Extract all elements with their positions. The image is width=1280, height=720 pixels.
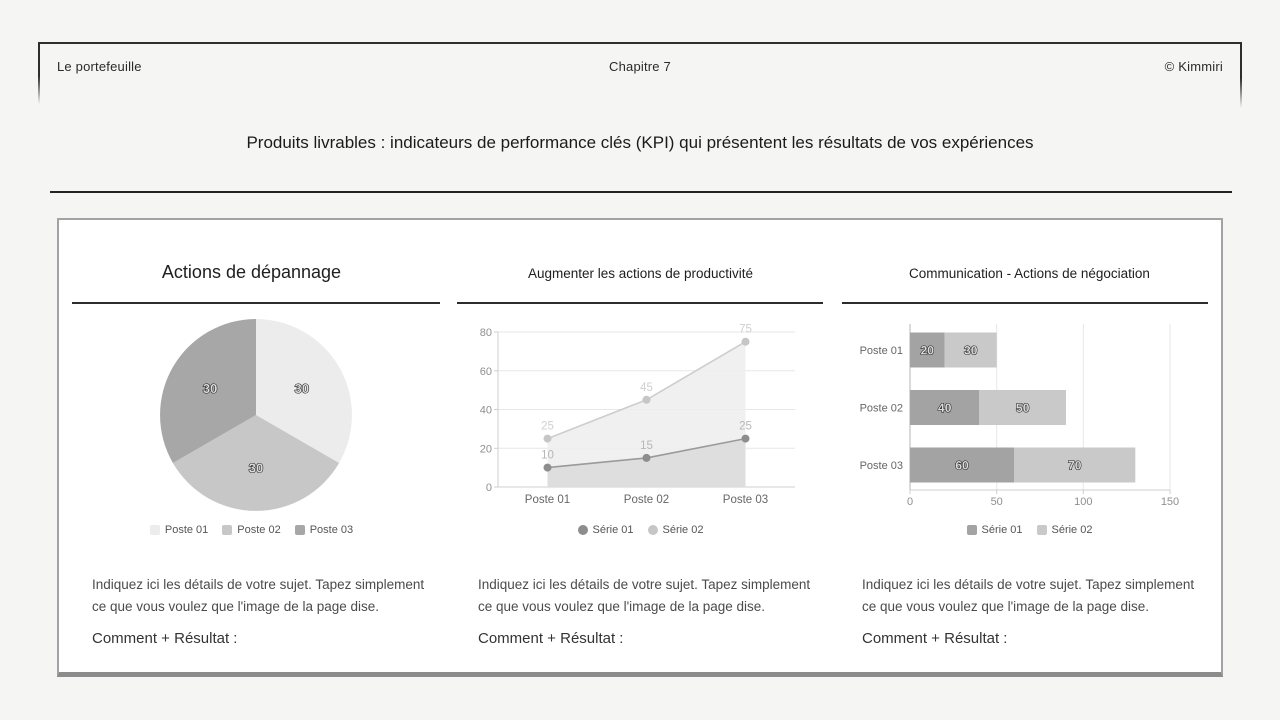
bar-chart-svg <box>855 320 1185 510</box>
header-rule-right-end <box>1240 42 1242 108</box>
pie-data-label: 30 <box>248 460 264 476</box>
data-point <box>742 435 750 443</box>
panel-title-underline <box>457 302 823 304</box>
legend-item <box>967 524 1023 536</box>
legend-item <box>1037 524 1093 536</box>
point-value-label: 25 <box>739 420 752 433</box>
body-line: ce que vous voulez que l'image de la page dise. <box>862 598 1150 614</box>
point-value-label: 25 <box>541 420 554 433</box>
point-value-label: 45 <box>640 381 653 394</box>
header-credit-label: © Kimmiri <box>1164 59 1223 74</box>
data-point <box>643 454 651 462</box>
legend-item <box>150 524 208 536</box>
panel-footer-label: Comment + Résultat : <box>478 630 624 647</box>
line-chart <box>480 322 810 512</box>
stacked-bar-chart <box>855 320 1185 510</box>
page-title-rule <box>50 191 1232 193</box>
x-tick-label: 150 <box>1160 496 1180 508</box>
pie-chart-svg <box>156 315 356 515</box>
pie-chart <box>156 315 356 515</box>
legend-item <box>648 524 704 536</box>
legend-item <box>222 524 280 536</box>
panel-title-underline <box>72 302 440 304</box>
legend-label: Série 02 <box>662 524 704 536</box>
y-category-label: Poste 01 <box>859 345 903 357</box>
legend-swatch <box>967 525 977 535</box>
legend-label: Série 01 <box>981 524 1023 536</box>
x-tick-label: 50 <box>990 496 1003 508</box>
point-value-label: 75 <box>739 323 752 336</box>
legend-label: Série 02 <box>1051 524 1093 536</box>
panel-body-text <box>862 574 1222 617</box>
header-left-label: Le portefeuille <box>57 59 142 74</box>
panel-footer-label: Comment + Résultat : <box>862 630 1008 647</box>
body-line: Indiquez ici les détails de votre sujet. Tapez simplement <box>92 577 425 592</box>
legend-swatch <box>150 525 160 535</box>
legend-swatch <box>1037 525 1047 535</box>
x-category-label: Poste 03 <box>722 494 769 506</box>
body-line: Indiquez ici les détails de votre sujet. Tapez simplement <box>478 577 811 592</box>
body-line: Indiquez ici les détails de votre sujet. Tapez simplement <box>862 577 1195 592</box>
bar-value-label: 20 <box>920 343 934 358</box>
panel-footer-label: Comment + Résultat : <box>92 630 238 647</box>
bar-value-label: 70 <box>1068 458 1082 473</box>
y-tick-label: 0 <box>485 482 492 494</box>
legend-label: Série 01 <box>592 524 634 536</box>
bar-value-label: 30 <box>964 343 978 358</box>
x-category-label: Poste 02 <box>623 494 670 506</box>
bar-value-label: 50 <box>1016 401 1030 415</box>
bar-value-label: 60 <box>955 458 969 473</box>
legend-swatch <box>222 525 232 535</box>
legend-label: Poste 01 <box>164 524 209 536</box>
data-point <box>643 396 651 404</box>
legend-item <box>578 524 634 536</box>
panel-body-text <box>92 574 452 617</box>
header-rule <box>38 42 1242 44</box>
body-line: ce que vous voulez que l'image de la page dise. <box>92 598 380 614</box>
point-value-label: 15 <box>640 439 653 452</box>
pie-data-label: 30 <box>202 381 218 396</box>
panel-title-negociation: Communication - Actions de négociation <box>909 266 1150 281</box>
bar-chart-legend <box>835 524 1224 536</box>
page-title: Produits livrables : indicateurs de performance clés (KPI) qui présentent les résultats de vos expériences <box>246 133 1034 152</box>
line-chart-legend <box>446 524 835 536</box>
legend-label: Poste 03 <box>309 524 354 536</box>
point-value-label: 10 <box>541 449 554 462</box>
x-category-label: Poste 01 <box>524 494 571 506</box>
x-tick-label: 100 <box>1074 496 1093 508</box>
y-category-label: Poste 02 <box>859 402 903 415</box>
legend-label: Poste 02 <box>237 524 281 536</box>
bar-value-label: 40 <box>938 401 952 415</box>
panel-title-productivite: Augmenter les actions de productivité <box>527 266 754 281</box>
data-point <box>544 435 552 443</box>
legend-item <box>295 524 353 536</box>
y-tick-label: 40 <box>480 404 492 417</box>
data-point <box>742 338 750 346</box>
data-point <box>544 464 552 472</box>
line-chart-svg <box>480 322 810 512</box>
legend-swatch <box>295 525 305 535</box>
body-line: ce que vous voulez que l'image de la page dise. <box>478 598 766 614</box>
y-category-label: Poste 03 <box>859 460 903 472</box>
header-chapter-label: Chapitre 7 <box>609 59 671 74</box>
y-tick-label: 20 <box>480 443 492 456</box>
panel-title-underline <box>842 302 1208 304</box>
y-tick-label: 60 <box>480 365 492 378</box>
pie-data-label: 30 <box>294 381 310 396</box>
panel-body-text <box>478 574 838 617</box>
pie-chart-legend <box>57 524 446 536</box>
panel-title-depannage: Actions de dépannage <box>161 262 342 282</box>
legend-swatch <box>578 525 588 535</box>
legend-swatch <box>648 525 658 535</box>
x-tick-label: 0 <box>906 496 914 508</box>
y-tick-label: 80 <box>480 327 492 339</box>
